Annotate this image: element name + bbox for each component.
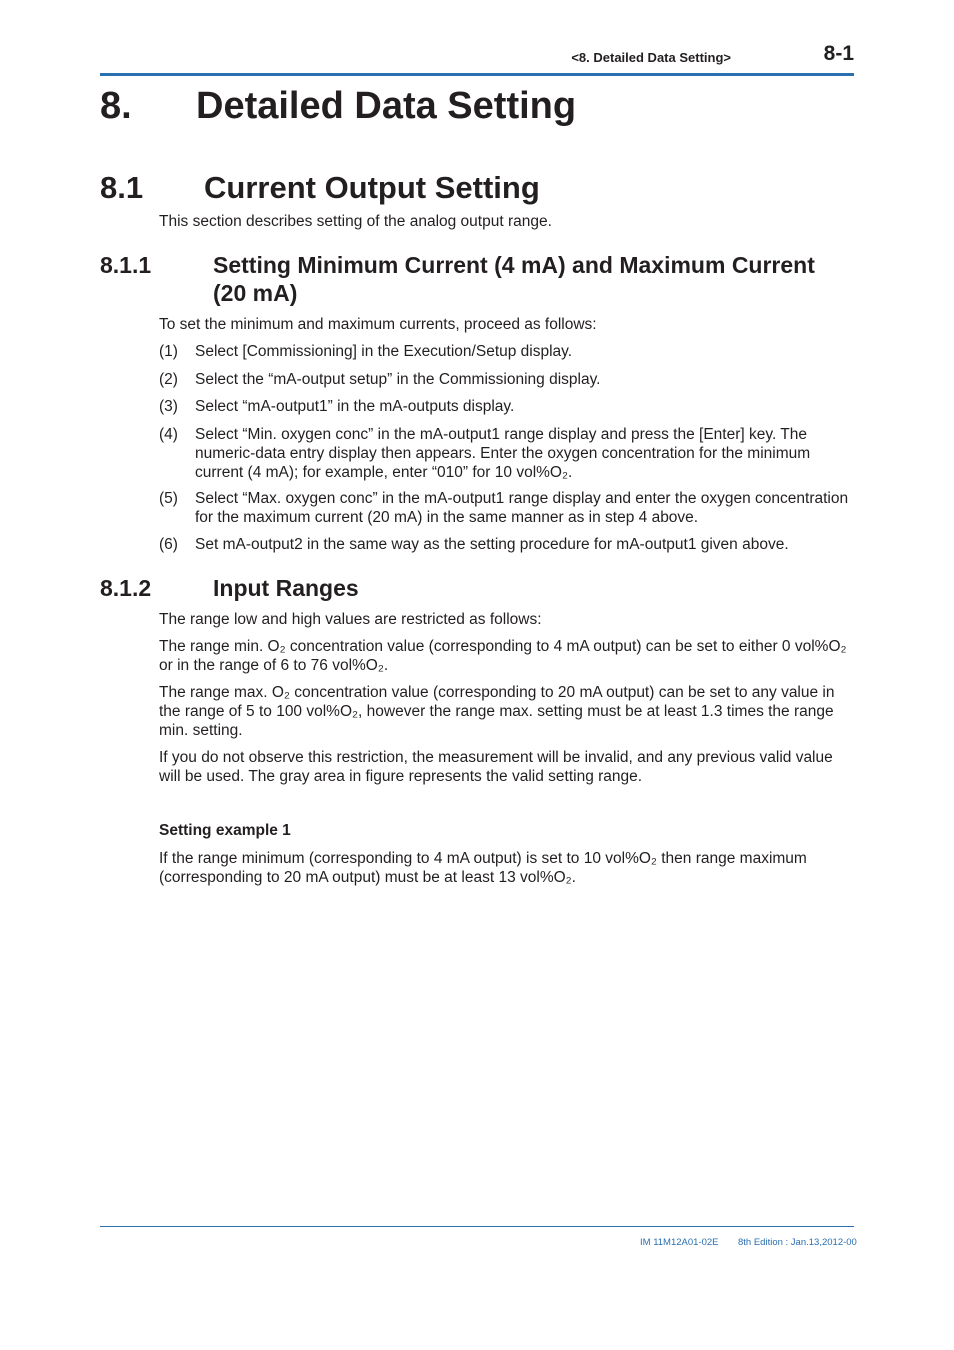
example-heading: Setting example 1 (159, 822, 291, 839)
step-number: (2) (159, 371, 178, 388)
chapter-title-text: Detailed Data Setting (196, 85, 577, 127)
step-text: Select “mA-output1” in the mA-outputs display. (195, 398, 515, 415)
step-text: Select “Min. oxygen conc” in the mA-output1 range display and press the [Enter] key. The numeric-data entry display then appears. Enter the oxygen concentration for the minimum current (4 mA); for example, enter “010” for 10 vol%O₂. (195, 426, 811, 481)
section-8-1-number: 8.1 (100, 170, 144, 205)
section-8-1-title: Current Output Setting (204, 170, 540, 205)
step-text: Select “Max. oxygen conc” in the mA-output1 range display and enter the oxygen concentration for the maximum current (20 mA) in the same manner as in step 4 above. (195, 490, 849, 526)
section-8-1-2-para: If you do not observe this restriction, the measurement will be invalid, and any previous valid value will be used. The gray area in figure represents the valid setting range. (159, 749, 833, 785)
footer-rule (100, 1226, 854, 1227)
step-number: (6) (159, 536, 178, 553)
section-8-1-1-title: Setting Minimum Current (4 mA) and Maximum Current (20 mA) (213, 252, 815, 306)
section-8-1-intro: This section describes setting of the analog output range. (159, 213, 552, 230)
section-8-1-2-para: The range low and high values are restricted as follows: (159, 611, 542, 628)
page-number: 8-1 (823, 42, 854, 65)
step-text: Select the “mA-output setup” in the Commissioning display. (195, 371, 601, 388)
footer-edition: 8th Edition : Jan.13,2012-00 (738, 1237, 857, 1248)
footer-doc-id: IM 11M12A01-02E (640, 1237, 719, 1248)
step-text: Select [Commissioning] in the Execution/Setup display. (195, 343, 573, 360)
step-number: (4) (159, 426, 178, 443)
header-rule (100, 73, 854, 76)
step-number: (5) (159, 490, 178, 507)
step-text: Set mA-output2 in the same way as the setting procedure for mA-output1 given above. (195, 536, 789, 553)
section-8-1-1-intro: To set the minimum and maximum currents, proceed as follows: (159, 316, 597, 333)
section-8-1-2-number: 8.1.2 (100, 575, 152, 601)
section-8-1-2-para: The range min. O₂ concentration value (corresponding to 4 mA output) can be set to either 0 vol%O₂ or in the range of 6 to 76 vol%O₂. (159, 638, 847, 674)
chapter-number: 8. (100, 85, 132, 127)
page-header (100, 42, 854, 72)
section-8-1-2-para: The range max. O₂ concentration value (corresponding to 20 mA output) can be set to any value in the range of 5 to 100 vol%O₂, however the range max. setting must be at least 1.3 times the range min. setting. (159, 684, 835, 739)
example-text: If the range minimum (corresponding to 4 mA output) is set to 10 vol%O₂ then range maximum (corresponding to 20 mA output) must be at least 13 vol%O₂. (159, 850, 807, 886)
section-8-1-2-title: Input Ranges (213, 575, 359, 601)
running-header-section: <8. Detailed Data Setting> (571, 50, 731, 65)
step-number: (1) (159, 343, 178, 360)
step-number: (3) (159, 398, 178, 415)
section-8-1-1-number: 8.1.1 (100, 252, 152, 278)
